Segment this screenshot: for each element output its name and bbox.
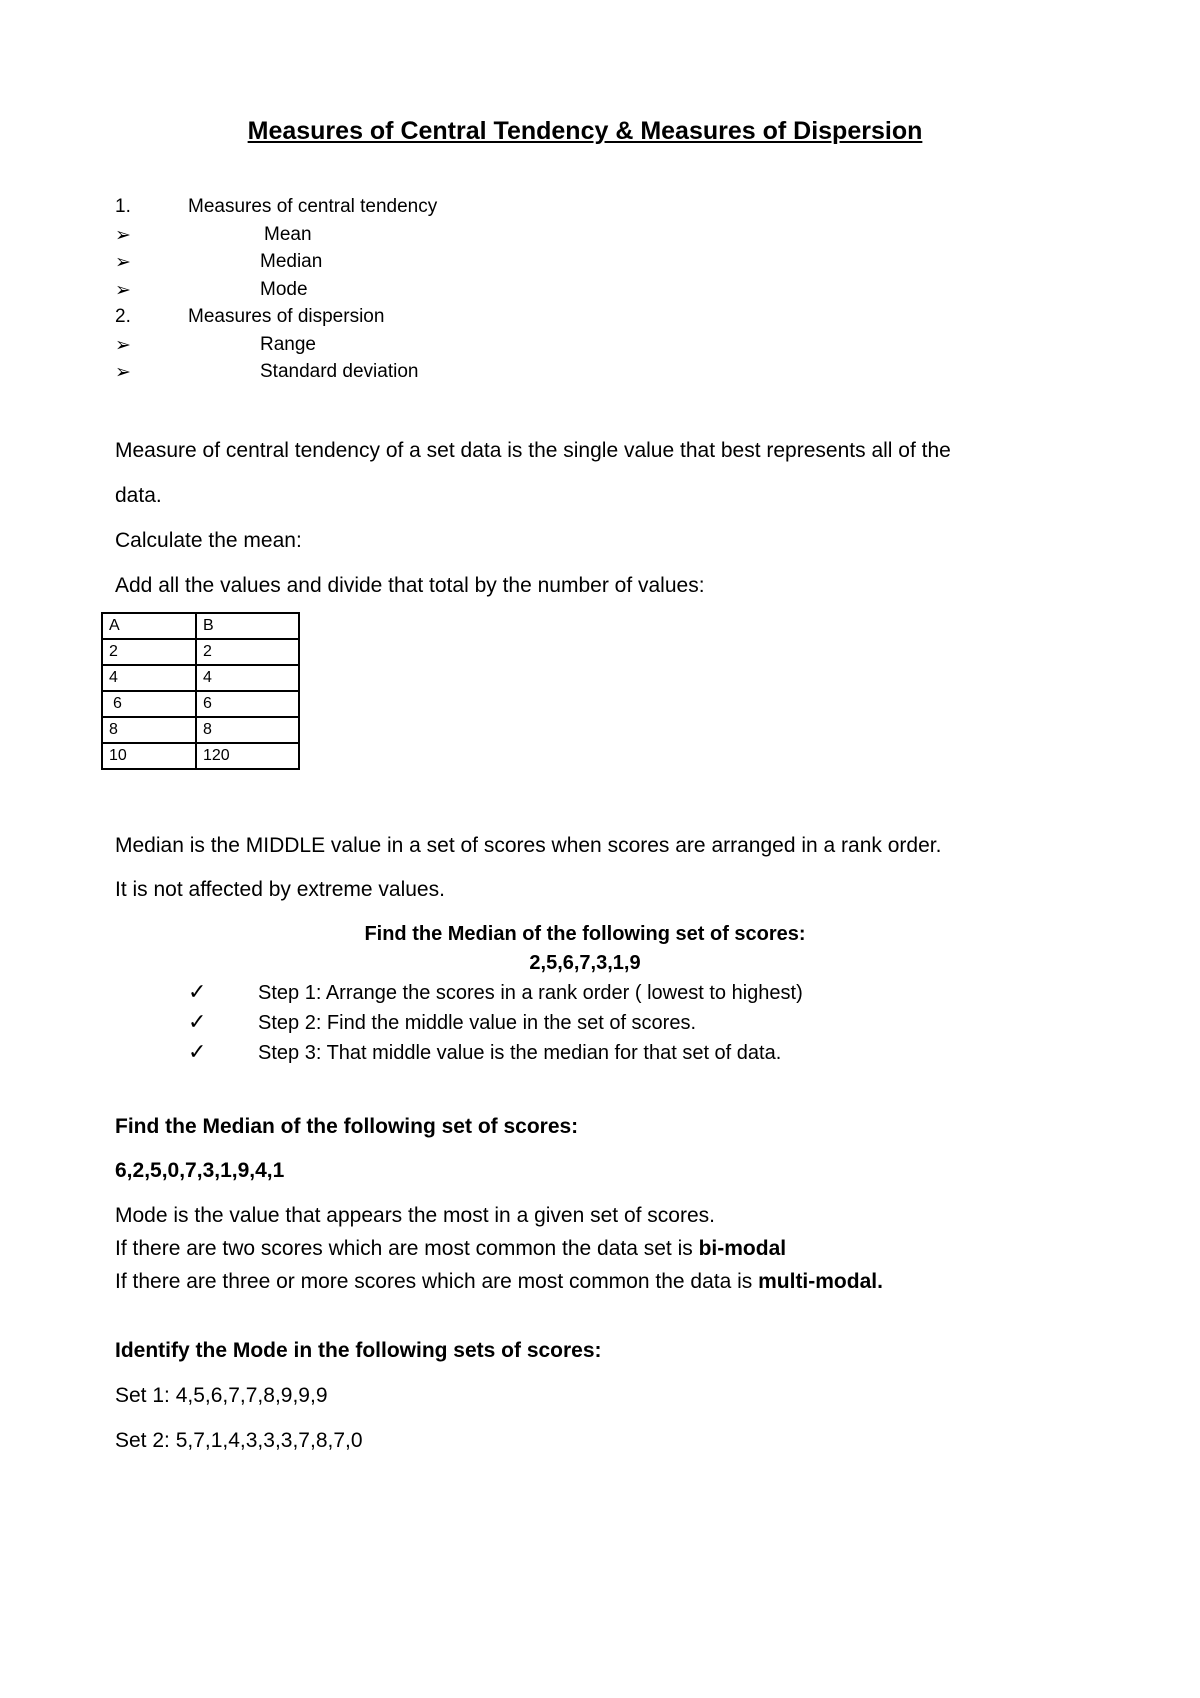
- table-cell: 2: [196, 639, 299, 665]
- table-row: [102, 691, 299, 717]
- sub-item-standard-deviation: Standard deviation: [260, 361, 419, 382]
- median-exercise-title: Find the Median of the following set of scores:: [364, 923, 806, 945]
- median-definition: Median is the MIDDLE value in a set of scores when scores are arranged in a rank order.: [115, 834, 942, 857]
- table-cell: 2: [102, 639, 196, 665]
- values-table: [101, 612, 300, 770]
- median-step-2: Step 2: Find the middle value in the set of scores.: [258, 1012, 697, 1034]
- median-note: It is not affected by extreme values.: [115, 878, 445, 901]
- table-cell: 6: [102, 691, 196, 717]
- mean-instruction: Add all the values and divide that total by the number of values:: [115, 574, 705, 597]
- sub-item-median: Median: [260, 251, 323, 272]
- median-exercise2-title: Find the Median of the following set of scores:: [115, 1115, 579, 1138]
- sub-item-mode: Mode: [260, 279, 308, 300]
- table-header-a: A: [102, 613, 196, 639]
- table-header-row: [102, 613, 299, 639]
- table-cell: 120: [196, 743, 299, 769]
- arrow-bullet-icon: ➢: [115, 225, 131, 246]
- list-item-dispersion: Measures of dispersion: [188, 306, 385, 327]
- checkmark-icon: ✓: [188, 1039, 207, 1064]
- arrow-bullet-icon: ➢: [115, 280, 131, 301]
- central-tendency-definition-line1: Measure of central tendency of a set data is the single value that best represents all of the: [115, 439, 951, 462]
- table-row: [102, 665, 299, 691]
- table-row: [102, 639, 299, 665]
- sub-item-mean: Mean: [264, 224, 312, 245]
- list-item-central-tendency: Measures of central tendency: [188, 196, 438, 217]
- page-title: Measures of Central Tendency & Measures of Dispersion: [247, 117, 923, 145]
- mode-set-2: Set 2: 5,7,1,4,3,3,3,7,8,7,0: [115, 1429, 363, 1452]
- table-cell: 4: [196, 665, 299, 691]
- median-step-1: Step 1: Arrange the scores in a rank order ( lowest to highest): [258, 982, 803, 1004]
- mode-bimodal-text: If there are two scores which are most common the data set is: [115, 1237, 699, 1260]
- mode-multimodal-line: [115, 1270, 883, 1294]
- list-number-2: 2.: [115, 306, 131, 327]
- median-exercise-scores: 2,5,6,7,3,1,9: [529, 952, 641, 974]
- mode-exercise-title: Identify the Mode in the following sets of scores:: [115, 1339, 602, 1362]
- mode-definition: Mode is the value that appears the most in a given set of scores.: [115, 1204, 715, 1227]
- arrow-bullet-icon: ➢: [115, 335, 131, 356]
- checkmark-icon: ✓: [188, 1009, 207, 1034]
- mode-bimodal-term: bi-modal: [698, 1237, 787, 1260]
- checkmark-icon: ✓: [188, 979, 207, 1004]
- median-step-3: Step 3: That middle value is the median for that set of data.: [258, 1042, 782, 1064]
- mode-multimodal-text: If there are three or more scores which are most common the data is: [115, 1270, 759, 1293]
- arrow-bullet-icon: ➢: [115, 362, 131, 383]
- table-header-b: B: [196, 613, 299, 639]
- mode-bimodal-line: [115, 1237, 786, 1261]
- median-exercise2-scores: 6,2,5,0,7,3,1,9,4,1: [115, 1159, 285, 1182]
- mean-heading: Calculate the mean:: [115, 529, 302, 552]
- table-row: [102, 717, 299, 743]
- mode-set-1: Set 1: 4,5,6,7,7,8,9,9,9: [115, 1384, 328, 1407]
- table-cell: 4: [102, 665, 196, 691]
- list-number-1: 1.: [115, 196, 131, 217]
- mode-multimodal-term: multi-modal.: [758, 1270, 883, 1293]
- table-cell: 8: [102, 717, 196, 743]
- arrow-bullet-icon: ➢: [115, 252, 131, 273]
- table-row: [102, 743, 299, 769]
- sub-item-range: Range: [260, 334, 316, 355]
- central-tendency-definition-line2: data.: [115, 484, 162, 507]
- table-cell: 10: [102, 743, 196, 769]
- table-cell: 8: [196, 717, 299, 743]
- table-cell: 6: [196, 691, 299, 717]
